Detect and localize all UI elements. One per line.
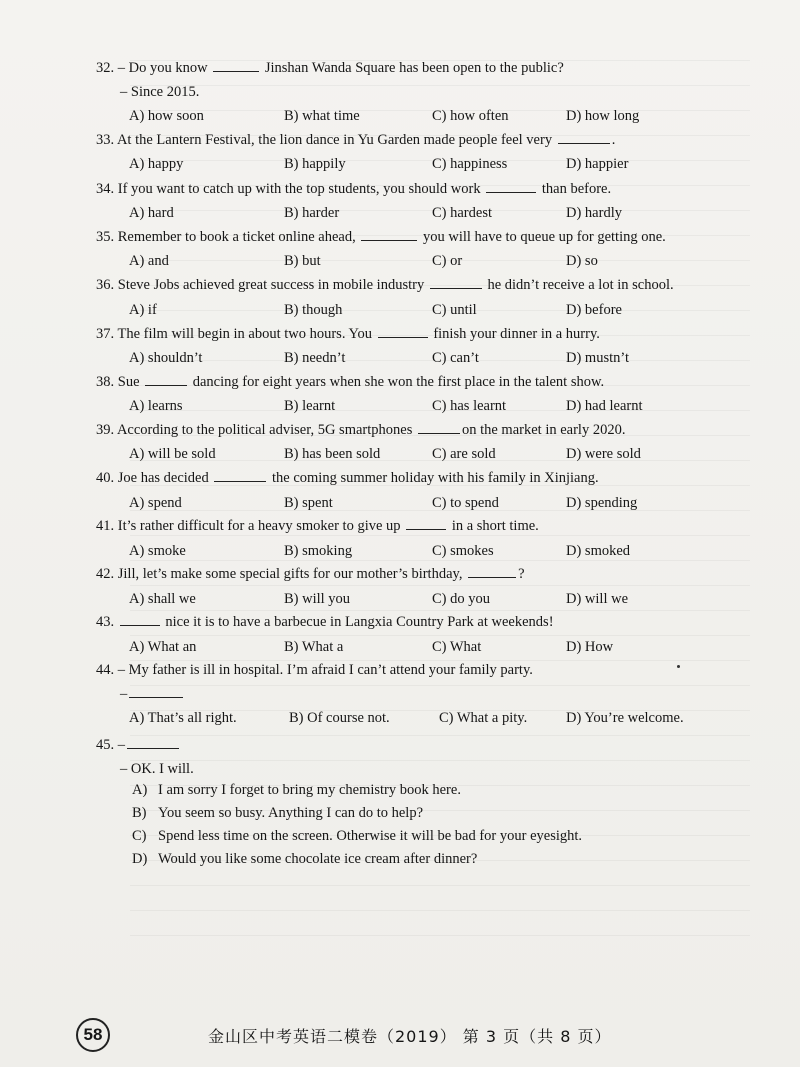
show-through-line — [130, 685, 750, 686]
question-text: . — [611, 132, 616, 148]
option-b: B) has been sold — [284, 446, 381, 462]
option-b: B) happily — [284, 156, 346, 172]
show-through-line — [130, 560, 750, 561]
show-through-line — [130, 910, 750, 911]
answer-blank — [418, 432, 460, 434]
question-text: It’s rather difficult for a heavy smoker to give up — [117, 518, 401, 534]
question-text: Jill, let’s make some special gifts for our mother’s birthday, — [117, 566, 463, 582]
question-number: 38. — [96, 374, 115, 390]
question-text: Sue — [117, 374, 140, 390]
answer-blank — [145, 384, 187, 386]
question-39 — [96, 422, 625, 439]
option-d: D) happier — [566, 156, 629, 172]
question-number: 43. — [96, 614, 115, 630]
answer-blank — [213, 70, 259, 72]
option-a: A) if — [129, 302, 157, 318]
question-33 — [96, 132, 615, 149]
option-c: C) hardest — [432, 205, 492, 221]
question-text: At the Lantern Festival, the lion dance in Yu Garden made people feel very — [116, 132, 553, 148]
option-b: B) what time — [284, 108, 360, 124]
option-d: D) were sold — [566, 446, 641, 462]
question-text: Remember to book a ticket online ahead, — [117, 229, 356, 245]
question-text: finish your dinner in a hurry. — [433, 326, 600, 342]
show-through-line — [130, 735, 750, 736]
question-38 — [96, 374, 604, 391]
option-b: B) harder — [284, 205, 340, 221]
option-a: A) spend — [129, 495, 182, 511]
show-through-line — [130, 660, 750, 661]
dialogue-reply — [120, 686, 185, 703]
question-text: – Do you know — [117, 60, 208, 76]
page-number-badge: 58 — [76, 1018, 110, 1052]
option-c — [132, 828, 582, 845]
answer-blank — [120, 624, 160, 626]
page-footer: 金山区中考英语二模卷（2019） 第 3 页（共 8 页） — [208, 1027, 612, 1046]
question-text: nice it is to have a barbecue in Langxia Country Park at weekends! — [165, 614, 554, 630]
dialogue-reply: – OK. I will. — [120, 761, 194, 777]
option-c: C) has learnt — [432, 398, 507, 414]
question-41 — [96, 518, 539, 535]
show-through-line — [130, 585, 750, 586]
option-c: C) to spend — [432, 495, 499, 511]
question-44 — [96, 662, 533, 679]
option-c: C) What — [432, 639, 482, 655]
option-a: A) how soon — [129, 108, 204, 124]
question-text: in a short time. — [451, 518, 539, 534]
option-c: C) how often — [432, 108, 509, 124]
question-text: you will have to queue up for getting one. — [422, 229, 666, 245]
question-number: 37. — [96, 326, 115, 342]
option-d: D) had learnt — [566, 398, 643, 414]
question-text: Steve Jobs achieved great success in mobile industry — [117, 277, 425, 293]
dialogue-reply: – Since 2015. — [120, 84, 200, 100]
answer-blank — [378, 336, 428, 338]
question-number: 42. — [96, 566, 115, 582]
question-42 — [96, 566, 525, 583]
answer-blank — [468, 576, 516, 578]
question-text: Jinshan Wanda Square has been open to the public? — [264, 60, 564, 76]
option-d: D) mustn’t — [566, 350, 629, 366]
question-text: on the market in early 2020. — [461, 422, 626, 438]
option-text: You seem so busy. Anything I can do to help? — [158, 805, 424, 821]
option-a — [132, 782, 461, 799]
answer-blank — [558, 142, 610, 144]
option-d: D) smoked — [566, 543, 631, 559]
question-text: than before. — [541, 181, 612, 197]
option-a: A) shouldn’t — [129, 350, 203, 366]
option-d: D) How — [566, 639, 614, 655]
question-number: 39. — [96, 422, 115, 438]
option-a: A) happy — [129, 156, 184, 172]
dash: – — [117, 737, 125, 753]
option-a: A) will be sold — [129, 446, 216, 462]
show-through-line — [130, 935, 750, 936]
option-c: C) What a pity. — [439, 710, 528, 726]
question-number: 35. — [96, 229, 115, 245]
option-b: B) smoking — [284, 543, 353, 559]
question-34 — [96, 181, 611, 198]
option-b: B) needn’t — [284, 350, 346, 366]
question-37 — [96, 326, 600, 343]
option-text: Spend less time on the screen. Otherwise it will be bad for your eyesight. — [158, 828, 583, 844]
question-32 — [96, 60, 564, 77]
question-36 — [96, 277, 674, 294]
option-d: D) will we — [566, 591, 629, 607]
question-number: 33. — [96, 132, 115, 148]
speck — [677, 665, 680, 668]
option-d: D) hardly — [566, 205, 622, 221]
question-number: 34. — [96, 181, 115, 197]
question-number: 32. — [96, 60, 115, 76]
option-b: B) will you — [284, 591, 351, 607]
dash: – — [120, 686, 128, 702]
option-a: A) shall we — [129, 591, 196, 607]
show-through-line — [130, 760, 750, 761]
option-b: B) What a — [284, 639, 344, 655]
question-text: Joe has decided — [117, 470, 209, 486]
show-through-line — [130, 635, 750, 636]
option-a: A) hard — [129, 205, 174, 221]
option-b: B) learnt — [284, 398, 336, 414]
answer-blank — [406, 528, 446, 530]
option-text: Would you like some chocolate ice cream after dinner? — [158, 851, 478, 867]
question-40 — [96, 470, 599, 487]
question-text: The film will begin in about two hours. You — [117, 326, 373, 342]
option-d: D) so — [566, 253, 598, 269]
option-b: B) spent — [284, 495, 333, 511]
option-d: D) spending — [566, 495, 638, 511]
option-a: A) What an — [129, 639, 197, 655]
option-d — [132, 851, 477, 868]
answer-blank — [127, 747, 179, 749]
question-number: 36. — [96, 277, 115, 293]
answer-blank — [214, 480, 266, 482]
option-c: C) are sold — [432, 446, 496, 462]
question-text: the coming summer holiday with his family in Xinjiang. — [272, 470, 599, 486]
question-43 — [96, 614, 554, 631]
show-through-line — [130, 885, 750, 886]
option-c: C) or — [432, 253, 463, 269]
option-a: A) That’s all right. — [129, 710, 237, 726]
option-b: B) Of course not. — [289, 710, 390, 726]
option-d: D) before — [566, 302, 622, 318]
option-text: I am sorry I forget to bring my chemistry book here. — [158, 782, 461, 798]
answer-blank — [486, 191, 536, 193]
option-c: C) do you — [432, 591, 490, 607]
question-number: 40. — [96, 470, 115, 486]
question-text: he didn’t receive a lot in school. — [487, 277, 674, 293]
option-a: A) smoke — [129, 543, 186, 559]
question-number: 41. — [96, 518, 115, 534]
option-label: C) — [132, 828, 147, 844]
question-number: 44. — [96, 662, 115, 678]
option-a: A) and — [129, 253, 169, 269]
show-through-line — [130, 610, 750, 611]
option-label: A) — [132, 782, 148, 798]
option-c: C) until — [432, 302, 477, 318]
option-c: C) can’t — [432, 350, 479, 366]
question-number: 45. — [96, 737, 115, 753]
question-45 — [96, 737, 181, 754]
question-text: dancing for eight years when she won the first place in the talent show. — [192, 374, 605, 390]
option-label: B) — [132, 805, 147, 821]
option-d: D) how long — [566, 108, 640, 124]
option-a: A) learns — [129, 398, 183, 414]
answer-blank — [129, 696, 183, 698]
question-text: According to the political adviser, 5G smartphones — [116, 422, 413, 438]
option-b: B) though — [284, 302, 343, 318]
question-text: – My father is ill in hospital. I’m afraid I can’t attend your family party. — [117, 662, 533, 678]
question-text: ? — [518, 566, 525, 582]
show-through-line — [130, 85, 750, 86]
question-text: If you want to catch up with the top students, you should work — [117, 181, 481, 197]
show-through-line — [130, 535, 750, 536]
answer-blank — [361, 239, 417, 241]
option-d: D) You’re welcome. — [566, 710, 684, 726]
question-35 — [96, 229, 666, 246]
option-c: C) happiness — [432, 156, 508, 172]
option-label: D) — [132, 851, 148, 867]
option-c: C) smokes — [432, 543, 494, 559]
option-b — [132, 805, 423, 822]
option-b: B) but — [284, 253, 321, 269]
answer-blank — [430, 287, 482, 289]
